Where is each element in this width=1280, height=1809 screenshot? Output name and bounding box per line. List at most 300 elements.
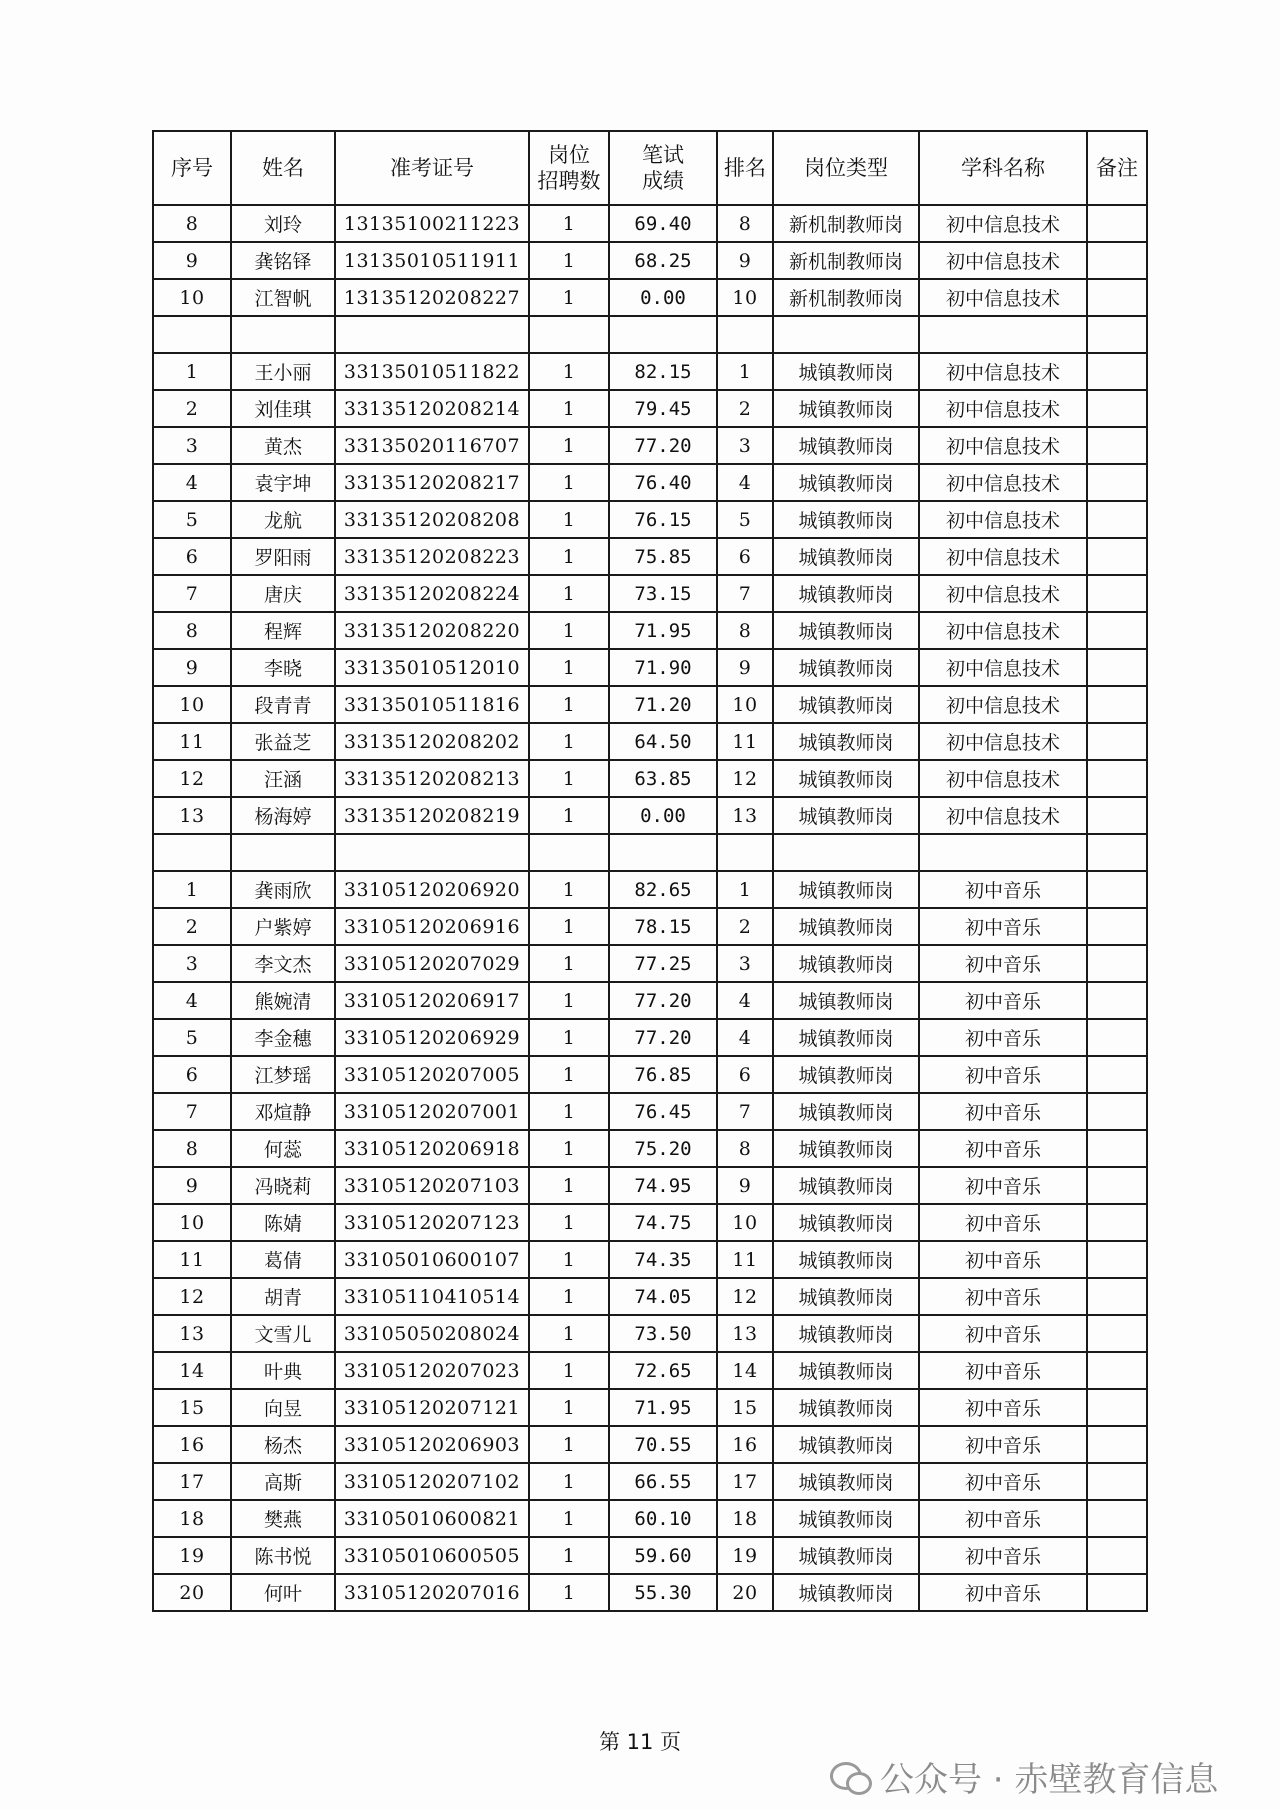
header-positions: 岗位 招聘数 <box>529 131 609 205</box>
cell-seq: 14 <box>153 1352 231 1389</box>
cell-post-type: 城镇教师岗 <box>773 1463 919 1500</box>
cell-positions: 1 <box>529 649 609 686</box>
cell-ticket: 13135010511911 <box>335 242 529 279</box>
empty-cell <box>1087 834 1147 871</box>
empty-cell <box>919 834 1087 871</box>
table-row <box>153 649 1147 686</box>
cell-ticket: 33105120206929 <box>335 1019 529 1056</box>
cell-remark <box>1087 871 1147 908</box>
cell-positions: 1 <box>529 390 609 427</box>
cell-positions: 1 <box>529 945 609 982</box>
cell-ticket: 33105120207102 <box>335 1463 529 1500</box>
empty-cell <box>919 316 1087 353</box>
table-row <box>153 1204 1147 1241</box>
empty-cell <box>773 316 919 353</box>
table-header-row <box>153 131 1147 205</box>
cell-name: 陈婧 <box>231 1204 335 1241</box>
cell-name: 刘佳琪 <box>231 390 335 427</box>
cell-remark <box>1087 1278 1147 1315</box>
cell-remark <box>1087 1500 1147 1537</box>
cell-post-type: 城镇教师岗 <box>773 1093 919 1130</box>
cell-ticket: 33105120207123 <box>335 1204 529 1241</box>
cell-score: 77.20 <box>609 427 717 464</box>
cell-score: 72.65 <box>609 1352 717 1389</box>
cell-ticket: 33105010600821 <box>335 1500 529 1537</box>
table-row <box>153 1056 1147 1093</box>
cell-positions: 1 <box>529 723 609 760</box>
table-row <box>153 205 1147 242</box>
cell-rank: 2 <box>717 908 773 945</box>
cell-post-type: 城镇教师岗 <box>773 1426 919 1463</box>
cell-remark <box>1087 501 1147 538</box>
cell-positions: 1 <box>529 353 609 390</box>
cell-post-type: 新机制教师岗 <box>773 279 919 316</box>
cell-seq: 2 <box>153 390 231 427</box>
cell-post-type: 城镇教师岗 <box>773 945 919 982</box>
cell-name: 邓煊静 <box>231 1093 335 1130</box>
cell-score: 77.25 <box>609 945 717 982</box>
empty-cell <box>153 834 231 871</box>
cell-subject: 初中信息技术 <box>919 538 1087 575</box>
table-row <box>153 538 1147 575</box>
cell-name: 李晓 <box>231 649 335 686</box>
watermark <box>830 1752 1218 1801</box>
cell-ticket: 33135010511822 <box>335 353 529 390</box>
cell-rank: 8 <box>717 612 773 649</box>
table-row <box>153 1426 1147 1463</box>
separator-row <box>153 316 1147 353</box>
cell-remark <box>1087 1093 1147 1130</box>
cell-ticket: 33135010512010 <box>335 649 529 686</box>
cell-ticket: 33105010600107 <box>335 1241 529 1278</box>
table-body <box>153 205 1147 1611</box>
cell-rank: 6 <box>717 538 773 575</box>
table-row <box>153 760 1147 797</box>
cell-subject: 初中信息技术 <box>919 686 1087 723</box>
cell-ticket: 33135120208224 <box>335 575 529 612</box>
table-row <box>153 797 1147 834</box>
table-row <box>153 612 1147 649</box>
cell-rank: 8 <box>717 205 773 242</box>
cell-seq: 13 <box>153 1315 231 1352</box>
table-row <box>153 1352 1147 1389</box>
table-row <box>153 1019 1147 1056</box>
cell-subject: 初中信息技术 <box>919 353 1087 390</box>
cell-remark <box>1087 945 1147 982</box>
empty-cell <box>717 834 773 871</box>
empty-cell <box>231 834 335 871</box>
cell-subject: 初中音乐 <box>919 1352 1087 1389</box>
cell-rank: 8 <box>717 1130 773 1167</box>
cell-remark <box>1087 1537 1147 1574</box>
cell-score: 59.60 <box>609 1537 717 1574</box>
cell-post-type: 城镇教师岗 <box>773 1019 919 1056</box>
cell-name: 唐庆 <box>231 575 335 612</box>
cell-seq: 7 <box>153 575 231 612</box>
header-remark: 备注 <box>1087 131 1147 205</box>
table-row <box>153 575 1147 612</box>
cell-rank: 7 <box>717 1093 773 1130</box>
empty-cell <box>609 316 717 353</box>
cell-score: 60.10 <box>609 1500 717 1537</box>
cell-remark <box>1087 982 1147 1019</box>
separator-row <box>153 834 1147 871</box>
cell-subject: 初中音乐 <box>919 1167 1087 1204</box>
cell-seq: 5 <box>153 1019 231 1056</box>
table-row <box>153 1130 1147 1167</box>
cell-remark <box>1087 1389 1147 1426</box>
cell-name: 龚铭铎 <box>231 242 335 279</box>
cell-post-type: 城镇教师岗 <box>773 1537 919 1574</box>
cell-subject: 初中信息技术 <box>919 427 1087 464</box>
table-row <box>153 871 1147 908</box>
cell-ticket: 33105050208024 <box>335 1315 529 1352</box>
table-row <box>153 945 1147 982</box>
cell-positions: 1 <box>529 242 609 279</box>
cell-score: 64.50 <box>609 723 717 760</box>
table-row <box>153 1500 1147 1537</box>
cell-rank: 9 <box>717 649 773 686</box>
cell-positions: 1 <box>529 1130 609 1167</box>
cell-seq: 19 <box>153 1537 231 1574</box>
cell-score: 76.40 <box>609 464 717 501</box>
cell-positions: 1 <box>529 575 609 612</box>
cell-seq: 12 <box>153 1278 231 1315</box>
cell-positions: 1 <box>529 1352 609 1389</box>
cell-ticket: 33105120207023 <box>335 1352 529 1389</box>
cell-positions: 1 <box>529 205 609 242</box>
cell-subject: 初中音乐 <box>919 1537 1087 1574</box>
table-row <box>153 242 1147 279</box>
empty-cell <box>717 316 773 353</box>
cell-name: 张益芝 <box>231 723 335 760</box>
cell-remark <box>1087 390 1147 427</box>
cell-name: 程辉 <box>231 612 335 649</box>
cell-subject: 初中信息技术 <box>919 723 1087 760</box>
cell-remark <box>1087 242 1147 279</box>
cell-remark <box>1087 1056 1147 1093</box>
cell-rank: 19 <box>717 1537 773 1574</box>
cell-rank: 10 <box>717 1204 773 1241</box>
cell-positions: 1 <box>529 1500 609 1537</box>
cell-name: 王小丽 <box>231 353 335 390</box>
cell-post-type: 城镇教师岗 <box>773 1574 919 1611</box>
cell-score: 75.20 <box>609 1130 717 1167</box>
cell-positions: 1 <box>529 1019 609 1056</box>
cell-rank: 11 <box>717 1241 773 1278</box>
cell-post-type: 城镇教师岗 <box>773 538 919 575</box>
cell-score: 77.20 <box>609 1019 717 1056</box>
cell-remark <box>1087 1352 1147 1389</box>
cell-subject: 初中信息技术 <box>919 205 1087 242</box>
cell-positions: 1 <box>529 1056 609 1093</box>
cell-subject: 初中音乐 <box>919 1241 1087 1278</box>
cell-ticket: 33105120207121 <box>335 1389 529 1426</box>
cell-name: 何蕊 <box>231 1130 335 1167</box>
cell-positions: 1 <box>529 1463 609 1500</box>
cell-post-type: 城镇教师岗 <box>773 760 919 797</box>
table-row <box>153 1389 1147 1426</box>
cell-subject: 初中信息技术 <box>919 242 1087 279</box>
cell-remark <box>1087 538 1147 575</box>
cell-score: 76.15 <box>609 501 717 538</box>
cell-subject: 初中音乐 <box>919 1500 1087 1537</box>
score-table <box>152 130 1148 1612</box>
cell-positions: 1 <box>529 686 609 723</box>
cell-positions: 1 <box>529 1389 609 1426</box>
cell-post-type: 城镇教师岗 <box>773 649 919 686</box>
cell-rank: 4 <box>717 464 773 501</box>
cell-seq: 8 <box>153 612 231 649</box>
empty-cell <box>529 834 609 871</box>
cell-rank: 18 <box>717 1500 773 1537</box>
cell-rank: 3 <box>717 945 773 982</box>
cell-rank: 1 <box>717 871 773 908</box>
cell-post-type: 城镇教师岗 <box>773 390 919 427</box>
cell-subject: 初中音乐 <box>919 982 1087 1019</box>
cell-name: 冯晓莉 <box>231 1167 335 1204</box>
header-post-type: 岗位类型 <box>773 131 919 205</box>
cell-remark <box>1087 205 1147 242</box>
cell-positions: 1 <box>529 1426 609 1463</box>
cell-seq: 6 <box>153 538 231 575</box>
cell-name: 向昱 <box>231 1389 335 1426</box>
cell-remark <box>1087 279 1147 316</box>
cell-post-type: 新机制教师岗 <box>773 242 919 279</box>
cell-seq: 12 <box>153 760 231 797</box>
cell-positions: 1 <box>529 982 609 1019</box>
empty-cell <box>773 834 919 871</box>
header-seq: 序号 <box>153 131 231 205</box>
table-row <box>153 1093 1147 1130</box>
cell-seq: 20 <box>153 1574 231 1611</box>
cell-rank: 13 <box>717 1315 773 1352</box>
cell-score: 63.85 <box>609 760 717 797</box>
empty-cell <box>335 316 529 353</box>
cell-subject: 初中音乐 <box>919 1426 1087 1463</box>
cell-name: 葛倩 <box>231 1241 335 1278</box>
cell-seq: 6 <box>153 1056 231 1093</box>
table-row <box>153 279 1147 316</box>
cell-remark <box>1087 612 1147 649</box>
cell-seq: 8 <box>153 205 231 242</box>
cell-name: 高斯 <box>231 1463 335 1500</box>
cell-positions: 1 <box>529 538 609 575</box>
cell-seq: 10 <box>153 686 231 723</box>
cell-rank: 7 <box>717 575 773 612</box>
table-row <box>153 908 1147 945</box>
cell-subject: 初中音乐 <box>919 1574 1087 1611</box>
cell-subject: 初中音乐 <box>919 1315 1087 1352</box>
cell-remark <box>1087 760 1147 797</box>
cell-post-type: 城镇教师岗 <box>773 1167 919 1204</box>
cell-ticket: 33105120206917 <box>335 982 529 1019</box>
cell-remark <box>1087 1463 1147 1500</box>
cell-subject: 初中信息技术 <box>919 612 1087 649</box>
cell-positions: 1 <box>529 427 609 464</box>
cell-positions: 1 <box>529 797 609 834</box>
cell-name: 李金穗 <box>231 1019 335 1056</box>
cell-name: 杨杰 <box>231 1426 335 1463</box>
cell-post-type: 城镇教师岗 <box>773 1278 919 1315</box>
cell-positions: 1 <box>529 279 609 316</box>
cell-positions: 1 <box>529 1167 609 1204</box>
cell-rank: 12 <box>717 1278 773 1315</box>
cell-name: 杨海婷 <box>231 797 335 834</box>
cell-positions: 1 <box>529 871 609 908</box>
cell-rank: 2 <box>717 390 773 427</box>
table-row <box>153 1463 1147 1500</box>
cell-seq: 1 <box>153 353 231 390</box>
cell-rank: 20 <box>717 1574 773 1611</box>
table-row <box>153 1278 1147 1315</box>
empty-cell <box>609 834 717 871</box>
cell-seq: 3 <box>153 945 231 982</box>
cell-post-type: 城镇教师岗 <box>773 501 919 538</box>
cell-name: 龚雨欣 <box>231 871 335 908</box>
cell-name: 龙航 <box>231 501 335 538</box>
cell-seq: 18 <box>153 1500 231 1537</box>
header-name: 姓名 <box>231 131 335 205</box>
cell-seq: 16 <box>153 1426 231 1463</box>
table-row <box>153 427 1147 464</box>
cell-remark <box>1087 464 1147 501</box>
cell-ticket: 33105120207005 <box>335 1056 529 1093</box>
cell-rank: 16 <box>717 1426 773 1463</box>
cell-score: 74.75 <box>609 1204 717 1241</box>
cell-score: 71.20 <box>609 686 717 723</box>
cell-score: 0.00 <box>609 279 717 316</box>
cell-remark <box>1087 797 1147 834</box>
cell-subject: 初中音乐 <box>919 945 1087 982</box>
cell-remark <box>1087 908 1147 945</box>
cell-positions: 1 <box>529 1204 609 1241</box>
cell-remark <box>1087 686 1147 723</box>
cell-name: 罗阳雨 <box>231 538 335 575</box>
cell-ticket: 33135120208217 <box>335 464 529 501</box>
cell-seq: 9 <box>153 1167 231 1204</box>
cell-post-type: 城镇教师岗 <box>773 908 919 945</box>
header-score: 笔试 成绩 <box>609 131 717 205</box>
cell-post-type: 城镇教师岗 <box>773 1056 919 1093</box>
cell-ticket: 33135120208213 <box>335 760 529 797</box>
cell-subject: 初中音乐 <box>919 871 1087 908</box>
cell-seq: 17 <box>153 1463 231 1500</box>
table-row <box>153 1537 1147 1574</box>
cell-subject: 初中音乐 <box>919 1130 1087 1167</box>
table-row <box>153 464 1147 501</box>
cell-subject: 初中音乐 <box>919 1056 1087 1093</box>
cell-subject: 初中信息技术 <box>919 649 1087 686</box>
cell-post-type: 城镇教师岗 <box>773 612 919 649</box>
cell-name: 户紫婷 <box>231 908 335 945</box>
cell-score: 66.55 <box>609 1463 717 1500</box>
cell-ticket: 33105120207016 <box>335 1574 529 1611</box>
cell-name: 江梦瑶 <box>231 1056 335 1093</box>
cell-remark <box>1087 575 1147 612</box>
header-subject: 学科名称 <box>919 131 1087 205</box>
cell-name: 何叶 <box>231 1574 335 1611</box>
table-row <box>153 1574 1147 1611</box>
cell-name: 熊婉清 <box>231 982 335 1019</box>
cell-positions: 1 <box>529 1241 609 1278</box>
cell-seq: 9 <box>153 242 231 279</box>
cell-remark <box>1087 723 1147 760</box>
cell-seq: 11 <box>153 1241 231 1278</box>
table-row <box>153 723 1147 760</box>
cell-rank: 10 <box>717 279 773 316</box>
empty-cell <box>153 316 231 353</box>
cell-score: 74.95 <box>609 1167 717 1204</box>
cell-seq: 1 <box>153 871 231 908</box>
cell-post-type: 城镇教师岗 <box>773 1241 919 1278</box>
cell-name: 汪涵 <box>231 760 335 797</box>
cell-score: 76.85 <box>609 1056 717 1093</box>
cell-score: 75.85 <box>609 538 717 575</box>
cell-subject: 初中信息技术 <box>919 390 1087 427</box>
cell-score: 68.25 <box>609 242 717 279</box>
cell-score: 71.90 <box>609 649 717 686</box>
cell-score: 73.15 <box>609 575 717 612</box>
cell-ticket: 33105010600505 <box>335 1537 529 1574</box>
cell-post-type: 城镇教师岗 <box>773 427 919 464</box>
cell-ticket: 33105120206916 <box>335 908 529 945</box>
cell-name: 刘玲 <box>231 205 335 242</box>
cell-positions: 1 <box>529 1537 609 1574</box>
cell-name: 文雪儿 <box>231 1315 335 1352</box>
table-row <box>153 686 1147 723</box>
cell-subject: 初中音乐 <box>919 1093 1087 1130</box>
cell-score: 77.20 <box>609 982 717 1019</box>
cell-rank: 10 <box>717 686 773 723</box>
cell-ticket: 33135120208219 <box>335 797 529 834</box>
cell-rank: 12 <box>717 760 773 797</box>
cell-subject: 初中音乐 <box>919 1278 1087 1315</box>
cell-seq: 10 <box>153 279 231 316</box>
cell-name: 樊燕 <box>231 1500 335 1537</box>
cell-name: 叶典 <box>231 1352 335 1389</box>
cell-post-type: 城镇教师岗 <box>773 1315 919 1352</box>
table-row <box>153 1241 1147 1278</box>
empty-cell <box>335 834 529 871</box>
cell-score: 79.45 <box>609 390 717 427</box>
cell-ticket: 33105120207103 <box>335 1167 529 1204</box>
cell-seq: 11 <box>153 723 231 760</box>
cell-name: 袁宇坤 <box>231 464 335 501</box>
cell-remark <box>1087 1426 1147 1463</box>
cell-post-type: 城镇教师岗 <box>773 1204 919 1241</box>
cell-rank: 9 <box>717 1167 773 1204</box>
cell-post-type: 城镇教师岗 <box>773 723 919 760</box>
page-number: 第 11 页 <box>598 1730 682 1754</box>
cell-remark <box>1087 1130 1147 1167</box>
cell-subject: 初中音乐 <box>919 908 1087 945</box>
cell-rank: 15 <box>717 1389 773 1426</box>
cell-rank: 11 <box>717 723 773 760</box>
cell-score: 55.30 <box>609 1574 717 1611</box>
wechat-icon <box>830 1760 870 1794</box>
cell-subject: 初中信息技术 <box>919 501 1087 538</box>
cell-ticket: 33105120207001 <box>335 1093 529 1130</box>
cell-subject: 初中信息技术 <box>919 279 1087 316</box>
cell-positions: 1 <box>529 1315 609 1352</box>
cell-seq: 13 <box>153 797 231 834</box>
cell-ticket: 33105120206903 <box>335 1426 529 1463</box>
cell-post-type: 城镇教师岗 <box>773 871 919 908</box>
cell-name: 江智帆 <box>231 279 335 316</box>
cell-ticket: 33135120208214 <box>335 390 529 427</box>
cell-seq: 8 <box>153 1130 231 1167</box>
